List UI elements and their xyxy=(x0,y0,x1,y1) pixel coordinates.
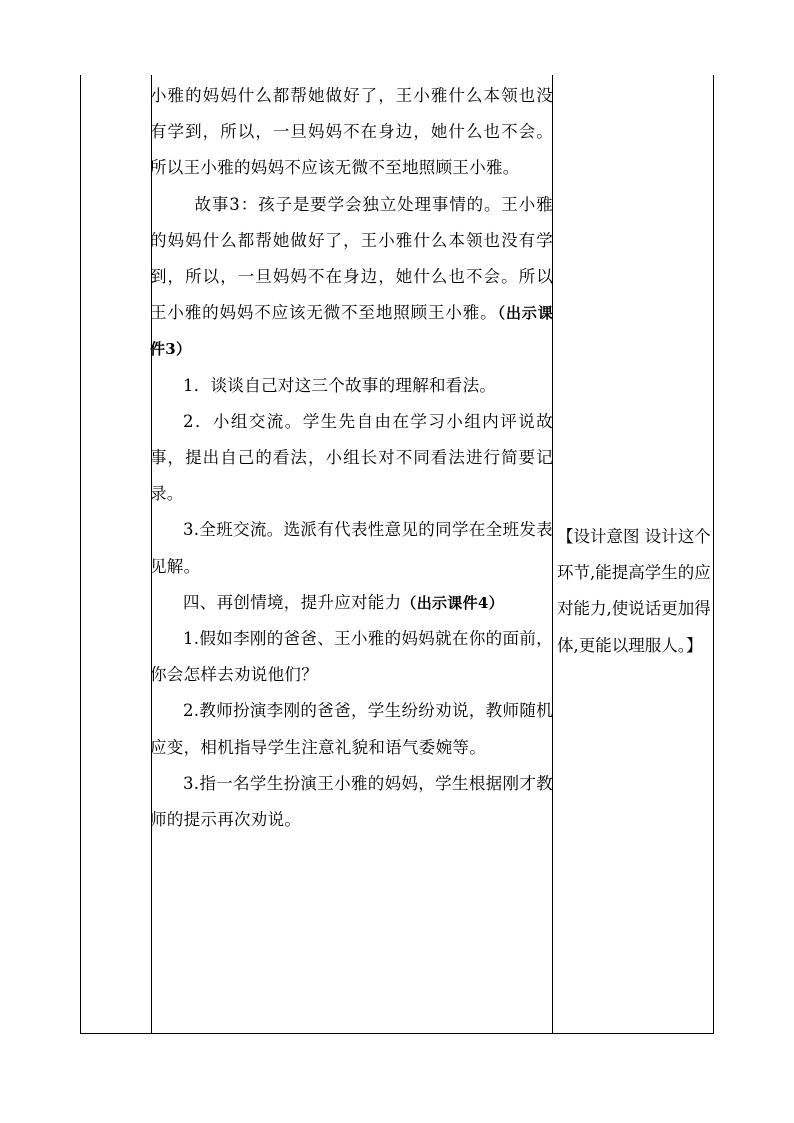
paragraph-story3: 故事3：孩子是要学会独立处理事情的。王小雅的妈妈什么都帮她做好了，王小雅什么本领也没有学到，所以，一旦妈妈不在身边，她什么也不会。所以王小雅的妈妈不应该无微不至地照顾王小雅。（出示课件3） xyxy=(150,194,553,359)
paragraph-step1: 1．谈谈自己对这三个故事的理解和看法。 xyxy=(183,375,497,395)
paragraph-activity1: 1.假如李刚的爸爸、王小雅的妈妈就在你的面前，你会怎样去劝说他们？ xyxy=(150,629,553,685)
paragraph-story2-end: 小雅的妈妈什么都帮她做好了，王小雅什么本领也没有学到，所以，一旦妈妈不在身边，她什么也不会。所以王小雅的妈妈不应该无微不至地照顾王小雅。 xyxy=(150,86,553,178)
table-border-bottom xyxy=(80,1033,714,1034)
table-border-left xyxy=(80,75,81,1034)
paragraph-step2: 2．小组交流。学生先自由在学习小组内评说故事，提出自己的看法，小组长对不同看法进行简要记录。 xyxy=(150,411,553,504)
paragraph-activity3: 3.指一名学生扮演王小雅的妈妈，学生根据刚才教师的提示再次劝说。 xyxy=(150,773,553,830)
section-heading-4: 四、再创情境，提升应对能力（出示课件4） xyxy=(183,592,504,612)
lesson-content-column xyxy=(150,78,553,838)
paragraph-step3: 3.全班交流。选派有代表性意见的同学在全班发表见解。 xyxy=(150,520,553,576)
table-border-right xyxy=(713,75,714,1034)
courseware-ref-3: （出示课件3） xyxy=(150,304,553,359)
paragraph-activity2: 2.教师扮演李刚的爸爸，学生纷纷劝说，教师随机应变，相机指导学生注意礼貌和语气委婉等。 xyxy=(150,701,553,757)
design-intent-column xyxy=(557,519,713,664)
design-intent-note: 【设计意图 设计这个环节,能提高学生的应对能力,使说话更加得体,更能以理服人。】 xyxy=(557,527,711,655)
courseware-ref-4: （出示课件4） xyxy=(401,593,504,612)
